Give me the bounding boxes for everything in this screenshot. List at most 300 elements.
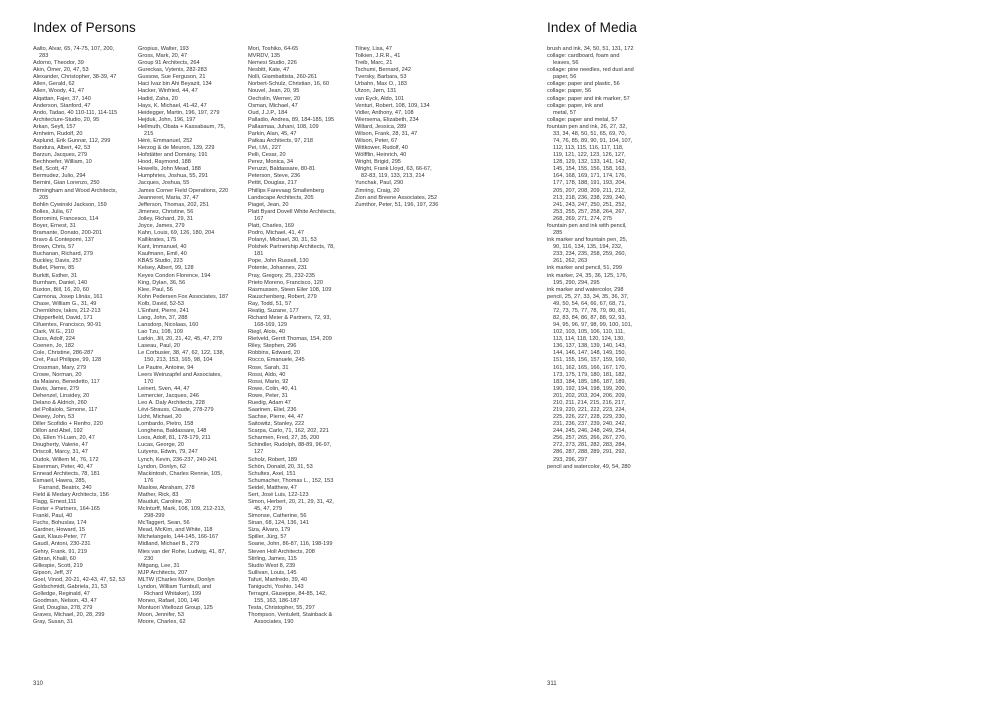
index-entry: 190, 192, 194, 198, 199, 200,: [553, 385, 627, 392]
index-entry: Testa, Christopher, 55, 297: [248, 605, 315, 612]
index-entry: Coenen, Jo, 182: [33, 343, 75, 350]
index-entry: Tschumi, Bernard, 242: [355, 67, 411, 74]
index-entry: Wright, Frank Lloyd, 63, 66-67,: [355, 166, 432, 173]
index-entry: Polshek Partnership Architects, 78,: [248, 244, 335, 251]
index-entry: 219, 220, 221, 222, 223, 224,: [553, 406, 627, 413]
index-entry: Studio West 8, 239: [248, 562, 296, 569]
index-entry: Richard Meier & Partners, 72, 93,: [248, 314, 332, 321]
index-entry: Lang, John, 37, 288: [138, 314, 188, 321]
index-entry: Howells, John Mead, 188: [138, 166, 201, 173]
index-entry: Schumacher, Thomas L., 152, 153: [248, 477, 334, 484]
index-entry: Scharmen, Fred, 27, 35, 200: [248, 435, 320, 442]
index-entry: Siza, Álvaro, 179: [248, 527, 291, 534]
page-number: 311: [547, 681, 557, 687]
index-entry: Norbert-Schulz, Christian, 16, 60: [248, 81, 330, 88]
index-entry: 213, 218, 236, 238, 239, 240,: [553, 194, 627, 201]
index-entry: Montuori Vitellozzi Group, 125: [138, 605, 213, 612]
index-entry: Burkitt, Esther, 31: [33, 272, 78, 279]
index-entry: Graf, Douglas, 278, 279: [33, 605, 93, 612]
index-entry: Adorno, Theodor, 39: [33, 60, 84, 67]
index-entry: Frankl, Paul, 40: [33, 513, 73, 520]
index-entry: Robbins, Edward, 20: [248, 350, 300, 357]
index-entry: Jacques, Joshua, 55: [138, 180, 190, 187]
index-column-4: [355, 46, 460, 209]
index-entry: Utzon, Jørn, 131: [355, 88, 397, 95]
index-entry: Lombardo, Pietro, 158: [138, 421, 194, 428]
index-entry: Zion and Breene Associates, 252: [355, 194, 438, 201]
index-entry: Esmaeil, Hawra, 285,: [33, 477, 87, 484]
index-entry: Mitgang, Lee, 31: [138, 562, 180, 569]
index-entry: 82, 83, 84, 86, 87, 88, 92, 93,: [553, 314, 627, 321]
index-entry: Palladio, Andrea, 89, 184-185, 195: [248, 116, 335, 123]
index-entry: Gillespie, Scott, 219: [33, 562, 83, 569]
index-entry: ink marker, 24, 35, 36, 125, 176,: [547, 272, 628, 279]
index-entry: Bermudez, Julio, 294: [33, 173, 86, 180]
index-entry: Lemercier, Jacques, 246: [138, 392, 199, 399]
index-entry: Keyes Condon Florence, 194: [138, 272, 211, 279]
index-entry: 181: [254, 251, 264, 258]
index-entry: Jimenez, Christine, 56: [138, 208, 194, 215]
index-entry: collage: pine needles, red dust and: [547, 67, 634, 74]
index-entry: Cluss, Adolf, 224: [33, 336, 75, 343]
index-entry: Mauduit, Caroline, 20: [138, 499, 192, 505]
index-entry: Moore, Charles, 62: [138, 619, 186, 626]
index-entry: 82-83, 119, 133, 213, 214: [361, 173, 425, 180]
index-entry: Pelli, Cesar, 20: [248, 152, 286, 159]
index-entry: 286, 287, 288, 289, 291, 292,: [553, 449, 627, 456]
index-entry: Crowe, Norman, 20: [33, 371, 82, 378]
index-entry: Gray, Susan, 31: [33, 619, 74, 626]
index-entry: leaves, 56: [553, 60, 579, 67]
index-entry: Architecture-Studio, 20, 95: [33, 116, 100, 123]
index-entry: Perez, Monica, 34: [248, 159, 294, 166]
index-entry: Mori, Toshiko, 64-65: [248, 46, 299, 52]
index-entry: Bechhoefer, William, 10: [33, 159, 92, 166]
index-entry: MJP Architects, 207: [138, 569, 188, 576]
index-entry: Stirling, James, 115: [248, 555, 297, 562]
index-entry: Asplund, Erik Gunnar, 112, 299: [33, 138, 111, 145]
right-page: [500, 0, 1000, 707]
index-entry: Associates, 190: [254, 619, 294, 626]
index-entry: 49, 50, 54, 64, 66, 67, 68, 71,: [553, 300, 627, 307]
index-entry: Simon, Herbert, 20, 21, 29, 31, 42,: [248, 499, 334, 505]
index-entry: Hays, K. Michael, 41-42, 47: [138, 102, 207, 109]
index-entry: Gipson, Jeff, 37: [33, 569, 73, 576]
index-entry: Dougherty, Valerie, 47: [33, 442, 88, 449]
index-entry: collage: paper, ink and: [547, 102, 603, 109]
index-entry: Boyer, Ernest, 31: [33, 222, 76, 229]
index-entry: Kant, Immanuel, 40: [138, 244, 187, 251]
index-entry: 231, 236, 237, 239, 240, 242,: [553, 421, 627, 428]
index-entry: Piaget, Jean, 20: [248, 201, 289, 208]
index-entry: Cifuentes, Francisco, 90-91: [33, 322, 102, 329]
index-entry: 90, 116, 134, 135, 194, 232,: [553, 244, 623, 251]
index-entry: del Pollaiolo, Simone, 117: [33, 406, 98, 413]
index-entry: Hérè, Emmanuel, 252: [138, 138, 193, 145]
index-entry: Potente, Johannes, 231: [248, 265, 308, 272]
index-entry: 33, 34, 48, 50, 51, 65, 69, 70,: [553, 130, 627, 137]
index-entry: Saarinen, Eliel, 236: [248, 406, 297, 413]
index-entry: Hejduk, John, 196, 197: [138, 116, 196, 123]
index-entry: Group 91 Architects, 264: [138, 60, 200, 67]
index-entry: van Eyck, Aldo, 101: [355, 95, 405, 102]
index-entry: Humphries, Joshua, 55, 291: [138, 173, 208, 180]
page-title: Index of Persons: [33, 20, 136, 35]
index-entry: Nemesi Studio, 226: [248, 60, 297, 67]
index-entry: Bernini, Gian Lorenzo, 250: [33, 180, 100, 187]
index-entry: Spiller, Jürg, 57: [248, 534, 287, 541]
index-entry: Chernikhov, Iakov, 212-213: [33, 307, 101, 314]
index-entry: 127: [254, 449, 264, 456]
index-entry: Dudok, Willem M., 76, 172: [33, 456, 99, 463]
index-entry: Chipperfield, David, 171: [33, 314, 93, 321]
index-entry: Ruedig, Adam 47: [248, 399, 291, 406]
index-entry: Rose, Sarah, 31: [248, 364, 289, 371]
index-entry: Nolli, Giambattista, 260-261: [248, 74, 318, 81]
index-entry: Osman, Michael, 47: [248, 102, 298, 109]
index-entry: 241, 243, 247, 250, 251, 252,: [553, 201, 627, 208]
index-entry: Landscape Architects, 205: [248, 194, 314, 201]
index-entry: Zumthor, Peter, 51, 196, 197, 236: [355, 201, 439, 208]
index-entry: Bolles, Julia, 67: [33, 208, 73, 215]
index-entry: Kaufmann, Emil, 40: [138, 251, 187, 258]
index-entry: Terragni, Giuseppe, 84-85, 142,: [248, 591, 327, 598]
index-entry: 173, 175, 179, 180, 181, 182,: [553, 371, 627, 378]
index-entry: 293, 296, 297: [553, 456, 588, 463]
index-entry: Oud, J.J.P., 184: [248, 109, 288, 116]
index-entry: Arkan, Seyfi, 157: [33, 123, 76, 130]
index-entry: 283: [39, 53, 49, 60]
index-entry: Parkin, Alan, 45, 47: [248, 130, 297, 137]
index-entry: 170: [144, 378, 154, 385]
index-entry: Gibran, Khalil, 60: [33, 555, 76, 562]
index-entry: Lansdorp, Nicolaas, 160: [138, 322, 199, 329]
index-entry: paper, 56: [553, 74, 577, 81]
index-entry: Patkau Architects, 97, 218: [248, 138, 313, 145]
index-entry: Birmingham and Wood Architects,: [33, 187, 118, 194]
index-entry: Gehry, Frank, 91, 219: [33, 548, 87, 555]
index-entry: collage: paper and plastic, 56: [547, 81, 620, 88]
index-entry: 168-169, 129: [254, 322, 287, 329]
index-entry: Midland, Michael B., 279: [138, 541, 200, 548]
index-column-2: [138, 46, 241, 626]
index-entry: Urbahn, Max O., 183: [355, 81, 407, 88]
index-entry: KBAS Studio, 223: [138, 258, 183, 265]
index-entry: 161, 162, 165, 166, 167, 170,: [553, 364, 627, 371]
index-entry: Schindler, Rudolph, 88-89, 96-97,: [248, 442, 332, 449]
index-entry: Vidler, Anthony, 47, 108: [355, 109, 414, 116]
index-entry: Loos, Adolf, 81, 178-179, 211: [138, 435, 211, 442]
index-entry: 298-299: [144, 513, 165, 520]
index-entry: Tversky, Barbara, 53: [355, 74, 407, 81]
index-entry: Gureckas, Vytenis, 282-283: [138, 67, 207, 74]
index-entry: Wilson, Peter, 67: [355, 138, 398, 145]
index-entry: Mather, Rick, 83: [138, 491, 179, 498]
index-entry: Pei, I.M., 227: [248, 145, 281, 152]
index-entry: Riley, Stephen, 296: [248, 343, 297, 350]
index-entry: Anderson, Stanford, 47: [33, 102, 91, 109]
index-entry: Leers Weinzapfel and Associates,: [138, 371, 222, 378]
index-entry: 72, 73, 75, 77, 78, 79, 80, 81,: [553, 307, 627, 314]
index-entry: Rowe, Colin, 40, 41: [248, 385, 297, 392]
index-entry: Arnheim, Rudolf, 20: [33, 130, 83, 137]
index-entry: Leinert, Sven, 44, 47: [138, 385, 190, 392]
index-entry: Hadid, Zaha, 20: [138, 95, 178, 102]
index-entry: Le Pautre, Antoine, 94: [138, 364, 194, 371]
index-entry: Seidel, Matthew, 47: [248, 484, 297, 491]
index-entry: Riegl, Alois, 40: [248, 329, 286, 336]
index-entry: Phillips Farevaag Smallenberg: [248, 187, 324, 194]
index-entry: Driscoll, Marcy, 31, 47: [33, 449, 88, 456]
index-entry: fountain pen and ink with pencil,: [547, 222, 627, 229]
index-entry: Fuchs, Bohuslav, 174: [33, 520, 87, 527]
index-entry: Scarpa, Carlo, 71, 162, 202, 221: [248, 428, 329, 435]
index-entry: Mead, McKim, and White, 118: [138, 527, 213, 534]
index-entry: Jolley, Richard, 29, 31: [138, 215, 193, 222]
index-entry: MLTW (Charles Moore, Donlyn: [138, 576, 215, 583]
index-entry: 205, 207, 208, 209, 211, 212,: [553, 187, 626, 194]
index-entry: Gaudí, Antoni, 230-231: [33, 541, 91, 548]
index-entry: Pettit, Douglas, 217: [248, 180, 297, 187]
index-entry: Ando, Tadao, 40 110-111, 114-115: [33, 109, 118, 116]
index-entry: Pray, Gregory, 25, 232-235: [248, 272, 315, 279]
index-entry: Peruzzi, Baldassare, 80-81: [248, 166, 316, 173]
index-entry: collage: paper and metal, 57: [547, 116, 618, 123]
index-entry: Sullivan, Louis, 145: [248, 569, 297, 576]
index-entry: Borromini, Francesco, 114: [33, 215, 99, 222]
index-entry: Hood, Raymond, 188: [138, 159, 191, 166]
index-entry: Wittkower, Rudolf, 40: [355, 145, 408, 152]
index-entry: pencil, 25, 27, 33, 34, 35, 36, 37,: [547, 293, 629, 300]
index-entry: James Corner Field Operations, 220: [138, 187, 229, 194]
index-entry: Leo A. Daly Architects, 228: [138, 399, 205, 406]
index-entry: 225, 226, 227, 228, 229, 230,: [553, 414, 627, 421]
index-entry: Schultes, Axel, 151: [248, 470, 296, 477]
index-entry: Rietveld, Gerrit Thomas, 154, 209: [248, 336, 332, 343]
index-entry: Rasmussen, Steen Eiler 108, 109: [248, 286, 332, 293]
index-entry: Lao Tzu, 108, 109: [138, 329, 183, 336]
index-entry: collage: cardboard, foam and: [547, 53, 620, 60]
media-index-column: [547, 46, 652, 471]
index-entry: Lyndon, William Turnbull, and: [138, 583, 212, 590]
index-entry: Heidegger, Martin, 196, 197, 279: [138, 109, 220, 116]
index-entry: Rowe, Peter, 31: [248, 392, 288, 399]
index-entry: 244, 245, 246, 248, 249, 254,: [553, 428, 627, 435]
index-column-1: [33, 46, 133, 626]
index-entry: Cole, Christine, 286-287: [33, 350, 94, 357]
index-entry: 94, 95, 96, 97, 98, 99, 100, 101,: [553, 322, 633, 329]
index-entry: Longhena, Baldassare, 148: [138, 428, 207, 435]
index-entry: 261, 262, 263: [553, 258, 588, 265]
index-entry: Klee, Paul, 56: [138, 286, 173, 293]
index-entry: Do, Ellen Yi-Luen, 20, 47: [33, 435, 95, 442]
index-entry: Davis, James, 279: [33, 385, 80, 392]
index-entry: Kahn, Louis, 69, 126, 180, 204: [138, 230, 215, 237]
index-entry: Lutyens, Edwin, 79, 247: [138, 449, 198, 456]
index-entry: Venturi, Robert, 108, 109, 134: [355, 102, 430, 109]
index-entry: Eisenman, Peter, 40, 47: [33, 463, 93, 470]
index-entry: Clark, W.G., 210: [33, 329, 75, 336]
index-entry: Joyce, James, 279: [138, 222, 185, 229]
index-entry: Podro, Michael, 41, 47: [248, 230, 304, 237]
index-entry: King, Dylan, 36, 56: [138, 279, 186, 286]
index-entry: Brown, Chris, 57: [33, 244, 75, 251]
index-entry: Cret, Paul Philippe, 99, 128: [33, 357, 102, 364]
index-entry: Buchanan, Richard, 279: [33, 251, 94, 258]
index-entry: Haci Ivaz bin Ahi Beyazit, 134: [138, 81, 212, 88]
index-entry: Oechslin, Werner, 20: [248, 95, 301, 102]
index-entry: Sinan, 68, 124, 136, 141: [248, 520, 309, 527]
index-entry: Lévi-Strauss, Claude, 278-279: [138, 406, 214, 413]
index-entry: 272, 273, 281, 282, 283, 284,: [553, 442, 627, 449]
index-entry: Yunchak, Paul, 290: [355, 180, 404, 187]
index-entry: Crossman, Mary, 279: [33, 364, 87, 371]
index-entry: Treib, Marc, 21: [355, 60, 393, 67]
index-entry: Polanyi, Michael, 30, 31, 53: [248, 237, 317, 244]
index-entry: 74, 76, 85, 89, 90, 91, 104, 107,: [553, 138, 633, 145]
index-entry: Kohn Pedersen Fox Associates, 187: [138, 293, 229, 300]
index-entry: Barzun, Jacques, 279: [33, 152, 88, 159]
index-entry: Buckley, Davis, 257: [33, 258, 82, 265]
index-entry: Platt, Charles, 169: [248, 222, 295, 229]
index-entry: McTaggert, Sean, 56: [138, 520, 190, 527]
index-entry: 164, 168, 169, 171, 174, 176,: [553, 173, 627, 180]
index-entry: Jefferson, Thomas, 202, 251: [138, 201, 210, 208]
index-entry: Wilson, Frank, 28, 31, 47: [355, 130, 418, 137]
index-entry: Simonse, Catherine, 56: [248, 513, 307, 520]
index-entry: Moon, Jennifer, 53: [138, 612, 185, 619]
index-entry: Golledge, Reginald, 47: [33, 591, 90, 598]
index-entry: Goldschmidt, Gabriela, 21, 53: [33, 583, 107, 590]
index-entry: Zimring, Craig, 20: [355, 187, 400, 194]
index-entry: Tolkien, J.R.R., 41: [355, 53, 401, 60]
page-title: Index of Media: [547, 20, 637, 35]
index-entry: 119, 121, 122, 123, 126, 127,: [553, 152, 626, 159]
index-entry: 195, 290, 294, 295: [553, 279, 600, 286]
index-entry: Gussow, Sue Ferguson, 21: [138, 74, 206, 81]
index-entry: Thompson, Ventulett, Stainback &: [248, 612, 333, 619]
index-entry: Nesbitt, Kate, 47: [248, 67, 290, 74]
index-entry: Hofstätter and Domány, 191: [138, 152, 208, 159]
index-entry: fountain pen and ink, 26, 27, 32,: [547, 123, 627, 130]
index-entry: Ray, Todd, 51, 57: [248, 300, 292, 307]
index-entry: Dehenzel, Linsidey, 20: [33, 392, 90, 399]
index-column-3: [248, 46, 352, 626]
index-entry: ink marker and fountain pen, 25,: [547, 237, 628, 244]
index-entry: 136, 137, 138, 139, 140, 143,: [553, 343, 627, 350]
index-entry: Steven Holl Architects, 208: [248, 548, 315, 555]
index-entry: Prieto Moreno, Francisco, 120: [248, 279, 323, 286]
index-entry: brush and ink, 34, 50, 51, 131, 172: [547, 46, 634, 52]
index-entry: Sert, José Luis, 122-123: [248, 491, 309, 498]
index-entry: Carmona, Josep Llinás, 161: [33, 293, 103, 300]
index-entry: McInturff, Mark, 108, 109, 212-213,: [138, 506, 226, 513]
index-entry: Bandura, Albert, 42, 53: [33, 145, 91, 152]
index-entry: Tafuri, Manfredo, 39, 40: [248, 576, 308, 583]
index-entry: Kelsey, Albert, 99, 128: [138, 265, 194, 272]
index-entry: ink marker and pencil, 51, 299: [547, 265, 622, 272]
index-entry: 285: [553, 230, 563, 237]
index-entry: 215: [144, 130, 154, 137]
index-entry: Herzog & de Meuron, 139, 229: [138, 145, 215, 152]
index-entry: Rossi, Mario, 92: [248, 378, 289, 385]
index-entry: 183, 184, 185, 186, 187, 189,: [553, 378, 627, 385]
index-entry: Bell, Scott, 47: [33, 166, 68, 173]
index-entry: Dillon and Abel, 192: [33, 428, 83, 435]
index-entry: metal, 57: [553, 109, 577, 116]
index-entry: Richard Whitaker), 199: [144, 591, 202, 598]
index-entry: Delano & Aldrich, 260: [33, 399, 87, 406]
index-entry: 150, 213, 153, 165, 98, 104: [144, 357, 213, 364]
index-entry: Reatig, Suzane, 177: [248, 307, 299, 314]
index-entry: Platt Byard Dovell White Architects,: [248, 208, 336, 215]
index-entry: Larkin, Jill, 20, 21, 42, 45, 47, 279: [138, 336, 222, 343]
index-entry: 145, 154, 155, 156, 158, 163,: [553, 166, 627, 173]
index-entry: Le Corbusier, 38, 47, 62, 122, 138,: [138, 350, 225, 357]
index-entry: MVRDV, 135: [248, 53, 281, 60]
index-entry: Lynch, Kevin, 236-237, 240-241: [138, 456, 218, 463]
index-entry: Bullet, Pierre, 85: [33, 265, 75, 272]
index-entry: Peterson, Steve, 236: [248, 173, 301, 180]
index-entry: Bravo & Contepomi, 137: [33, 237, 94, 244]
index-entry: Foster + Partners, 164-165: [33, 506, 101, 513]
index-entry: 155, 163, 186-187: [254, 598, 300, 605]
index-entry: Mies van der Rohe, Ludwig, 41, 87,: [138, 548, 226, 555]
index-entry: Bramante, Donato, 200-201: [33, 230, 103, 237]
index-entry: Alqattan, Fajer, 37, 140: [33, 95, 91, 102]
index-entry: ink marker and watercolor, 298: [547, 286, 624, 293]
index-entry: Licht, Michael, 20: [138, 414, 182, 421]
index-entry: Dewey, John, 53: [33, 414, 75, 421]
index-entry: Wiersema, Elizabeth, 234: [355, 116, 419, 123]
index-entry: Akin, Ömer, 20, 47, 53: [33, 67, 89, 74]
index-entry: 128, 129, 132, 133, 141, 142,: [553, 159, 627, 166]
index-entry: Rossi, Aldo, 40: [248, 371, 286, 378]
index-entry: collage: paper, 56: [547, 88, 592, 95]
index-entry: 177, 178, 188, 191, 193, 204,: [553, 180, 627, 187]
index-entry: Field & Medary Architects, 156: [33, 491, 109, 498]
index-entry: Chase, William G., 31, 49: [33, 300, 97, 307]
index-entry: Hacker, Winfried, 44, 47: [138, 88, 198, 95]
index-entry: Saitowitz, Stanley, 222: [248, 421, 305, 428]
index-entry: Allen, Woody, 41, 47: [33, 88, 85, 95]
index-entry: Nouvel, Jean, 20, 95: [248, 88, 300, 95]
index-entry: Gardner, Howard, 15: [33, 527, 85, 534]
index-entry: Gross, Mark, 20, 47: [138, 53, 188, 60]
index-entry: Kallikrates, 175: [138, 237, 177, 244]
index-entry: Pallasmaa, Juhani, 108, 109: [248, 123, 319, 130]
index-entry: 144, 146, 147, 148, 149, 150,: [553, 350, 627, 357]
index-entry: Farrand, Beatrix, 240: [39, 484, 92, 491]
index-entry: 45, 47, 279: [254, 506, 282, 513]
index-entry: 151, 155, 156, 157, 159, 160,: [553, 357, 627, 364]
index-entry: Soane, John, 86-87, 116, 198-199: [248, 541, 333, 548]
index-entry: Kolb, David, 52-53: [138, 300, 185, 307]
index-entry: Lyndon, Donlyn, 62: [138, 463, 186, 470]
index-entry: Bohlin Cywinski Jackson, 159: [33, 201, 107, 208]
index-entry: Graves, Michael, 20, 28, 299: [33, 612, 105, 619]
index-entry: Goodman, Nelson, 43, 47: [33, 598, 97, 605]
index-entry: Wright, Brigid, 295: [355, 159, 401, 166]
index-entry: collage: paper and ink marker, 57: [547, 95, 630, 102]
index-entry: 102, 103, 105, 106, 110, 111,: [553, 329, 625, 336]
index-entry: Laseau, Paul, 20: [138, 343, 180, 350]
index-entry: Moneo, Rafael, 100, 146: [138, 598, 200, 605]
index-entry: 268, 269, 271, 274, 275: [553, 215, 613, 222]
index-entry: Willard, Jessica, 289: [355, 123, 407, 130]
index-entry: Schön, Donald, 20, 31, 53: [248, 463, 313, 470]
index-entry: Goel, Vinod, 20-21, 42-43, 47, 52, 53: [33, 576, 125, 583]
